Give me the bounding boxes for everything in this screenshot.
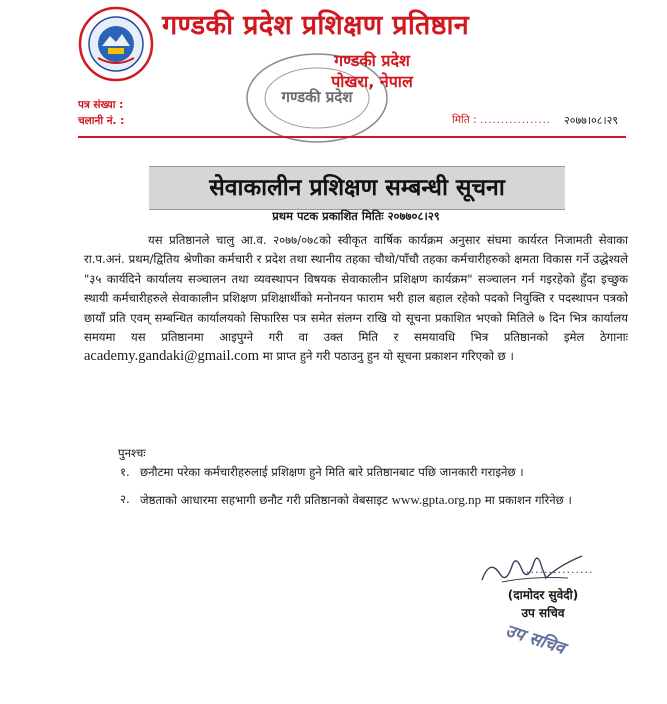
org-subtitle (292, 50, 452, 94)
body-text-part-2: मा प्राप्त हुने गरी पठाउनु हुन यो सूचना प्रकाशन गरिएको छ । (262, 349, 514, 364)
list-item (118, 490, 628, 510)
ref-number-label: पत्र संख्या : (78, 99, 124, 111)
org-name: गण्डकी प्रदेश प्रशिक्षण प्रतिष्ठान (162, 10, 470, 41)
email-address[interactable]: academy.gandaki@gmail.com (84, 348, 260, 365)
item-text-end: मा प्रकाशन गरिनेछ । (484, 493, 572, 508)
website-link[interactable]: www.gpta.org.np (391, 492, 482, 508)
academy-logo (78, 6, 154, 82)
signer-title: उप सचिव (521, 606, 565, 620)
item-number: २. (120, 492, 130, 507)
province-line: गण्डकी प्रदेश (334, 51, 410, 70)
item-text: जेष्ठताको आधारमा सहभागी छनौट गरी प्रतिष्ठानको वेबसाइट (140, 493, 388, 508)
body-text-part-1: यस प्रतिष्ठानले चालु आ.व. २०७७/०७८को स्वीकृत वार्षिक कार्यक्रम अनुसार संघमा कार्यरत निजामती सेवाका रा.प.अनं. प्रथम/द्वितिय श्रेणीका कर्मचारी र प्रदेश तथा स्थानीय तहका चौथो/पाँचौ तहका कर्मचारीहरुको क्षमता विकास गर्ने उद्धेश्यले "३५ कार्यदिने कार्यालय सञ्चालन तथा व्यवस्थापन विषयक सेवाकालीन प्रशिक्षण कार्यक्रम" सञ्चालन गर्न गइरहेको हुँदा इच्छुक स्थायी कर्मचारीहरुले सेवाकालीन प्रशिक्षण प्रशिक्षार्थीको मनोनयन फाराम भरी हाल बहाल रहेको पदको नियुक्ति र पदस्थापन पत्रको छायाँ प्रति एवम् सम्बन्धित कार्यालयको सिफारिस पत्र समेत संलग्न राखि यो सूचना प्रकाशित भएको मितिले ७ दिन भित्र कार्यालय समयमा यस प्रतिष्ठानमा आइपुग्ने गरी वा उक्त मिति र समयावधि भित्र प्रतिष्ठानको इमेल ठेगानाः (84, 233, 628, 345)
seal-lettering: गण्डकी प्रदेश (281, 88, 353, 106)
published-date: प्रथम पटक प्रकाशित मितिः २०७७०८।२९ (272, 209, 440, 223)
city-line: पोखरा, नेपाल (331, 72, 413, 91)
postscript-label: पुनश्चः (118, 446, 146, 460)
notice-title: सेवाकालीन प्रशिक्षण सम्बन्धी सूचना (149, 166, 565, 210)
list-item (118, 463, 628, 482)
signer-name: (दामोदर सुवेदी) (507, 588, 579, 602)
date-dots: ................. (479, 115, 551, 126)
item-number: १. (120, 465, 130, 479)
signature-dots: ............... (526, 563, 594, 576)
letterhead-divider (78, 136, 626, 138)
dispatch-number-label: चलानी नं. : (78, 115, 125, 127)
notice-body (84, 231, 628, 367)
item-text: छनौटमा परेका कर्मचारीहरुलाई प्रशिक्षण हुने मिति बारे प्रतिष्ठानबाट पछि जानकारी गराइनेछ । (140, 465, 524, 479)
date-field (452, 113, 637, 129)
postscript-list (118, 463, 628, 519)
designation-stamp: उप सचिव (502, 620, 568, 659)
date-label: मिति : (452, 114, 477, 126)
date-value: २०७७।०८।२९ (564, 114, 619, 127)
